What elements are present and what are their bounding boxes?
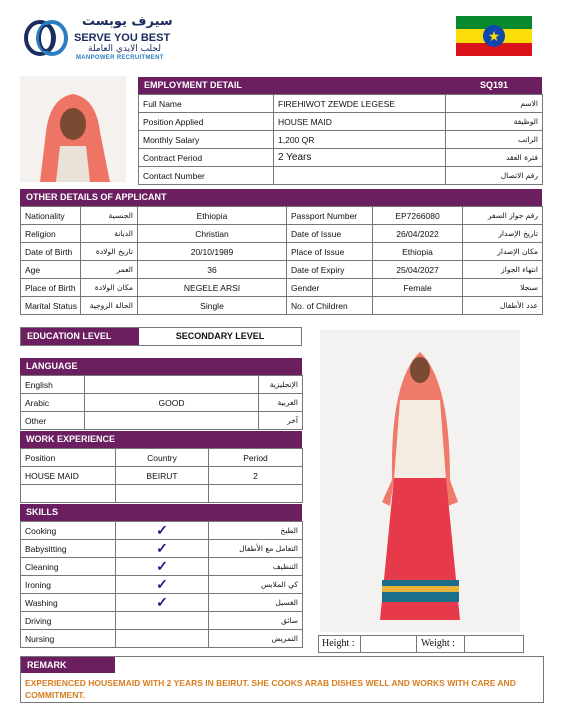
- other-details-section: [20, 189, 542, 315]
- field-value: NEGELE ARSI: [138, 279, 287, 297]
- language-table: [20, 375, 303, 430]
- remark-section: [20, 656, 544, 703]
- language-level: [85, 376, 259, 394]
- field-label: No. of Children: [287, 297, 373, 315]
- field-label-arabic: فترة العقد: [446, 149, 543, 167]
- table-row: [21, 207, 543, 225]
- field-value: 1,200 QR: [274, 131, 446, 149]
- field-value: 2 Years: [274, 149, 446, 167]
- language-name: English: [21, 376, 85, 394]
- field-label-arabic: الديانة: [81, 225, 138, 243]
- field-label: Religion: [21, 225, 81, 243]
- table-row: [139, 167, 543, 185]
- table-header-row: [21, 449, 303, 467]
- field-value: FIREHIWOT ZEWDE LEGESE: [274, 95, 446, 113]
- field-value: HOUSE MAID: [274, 113, 446, 131]
- skill-name-arabic: التنظيف: [209, 558, 303, 576]
- field-label: Nationality: [21, 207, 81, 225]
- field-label-arabic: تاريخ الولادة: [81, 243, 138, 261]
- language-name-arabic: العربية: [259, 394, 303, 412]
- field-label-arabic: رقم الاتصال: [446, 167, 543, 185]
- field-label-arabic: الجنسية: [81, 207, 138, 225]
- work-experience-table: [20, 448, 303, 503]
- field-value: EP7266080: [373, 207, 463, 225]
- field-label: Position Applied: [139, 113, 274, 131]
- language-name-arabic: الإنجليزية: [259, 376, 303, 394]
- field-label-arabic: مكان الولادة: [81, 279, 138, 297]
- field-value: Christian: [138, 225, 287, 243]
- work-experience-section: [20, 431, 302, 503]
- field-value: Female: [373, 279, 463, 297]
- table-row: [139, 131, 543, 149]
- table-row: [139, 113, 543, 131]
- check-icon: ✓: [116, 594, 209, 612]
- field-label: Contract Period: [139, 149, 274, 167]
- field-label-arabic: عدد الأطفال: [463, 297, 543, 315]
- skill-name: Nursing: [21, 630, 116, 648]
- check-icon: ✓: [116, 540, 209, 558]
- field-label: Date of Birth: [21, 243, 81, 261]
- skill-name-arabic: الغسيل: [209, 594, 303, 612]
- field-label: Passport Number: [287, 207, 373, 225]
- table-row: [21, 412, 303, 430]
- field-label: Age: [21, 261, 81, 279]
- field-value: Ethiopia: [373, 243, 463, 261]
- field-label: Monthly Salary: [139, 131, 274, 149]
- field-label-arabic: سنجلا: [463, 279, 543, 297]
- field-value: [274, 167, 446, 185]
- height-label: Height :: [319, 636, 361, 652]
- education-row: [20, 327, 302, 346]
- logo-name: SERVE YOU BEST: [74, 32, 171, 44]
- skill-name: Babysitting: [21, 540, 116, 558]
- skill-name-arabic: الطبخ: [209, 522, 303, 540]
- skill-name: Cooking: [21, 522, 116, 540]
- work-period: [209, 485, 303, 503]
- check-icon: ✓: [116, 576, 209, 594]
- logo-sub: MANPOWER RECRUITMENT: [76, 55, 164, 61]
- field-label: Place of Birth: [21, 279, 81, 297]
- skill-name-arabic: التمريض: [209, 630, 303, 648]
- employment-section: [138, 77, 542, 185]
- employment-table: [138, 94, 543, 185]
- education-label: EDUCATION LEVEL: [21, 328, 139, 345]
- table-row: [21, 612, 303, 630]
- work-country: [116, 485, 209, 503]
- field-label-arabic: الاسم: [446, 95, 543, 113]
- table-row: [139, 95, 543, 113]
- column-header: Position: [21, 449, 116, 467]
- field-label: Full Name: [139, 95, 274, 113]
- weight-label: Weight :: [417, 636, 465, 652]
- work-experience-header: WORK EXPERIENCE: [20, 431, 302, 448]
- field-value: Ethiopia: [138, 207, 287, 225]
- remark-text: EXPERIENCED HOUSEMAID WITH 2 YEARS IN BEIRUT. SHE COOKS ARAB DISHES WELL AND WORKS WITH CARE AND COMMITMENT.: [25, 678, 516, 700]
- globe-logo-icon: [24, 18, 70, 58]
- logo-arabic: سيرف يوبست: [82, 14, 173, 29]
- table-row: [21, 394, 303, 412]
- company-logo: [22, 14, 182, 64]
- reference-code: SQ191: [479, 80, 508, 90]
- field-label: Date of Issue: [287, 225, 373, 243]
- field-value: 26/04/2022: [373, 225, 463, 243]
- table-row: [139, 149, 543, 167]
- table-row: [21, 522, 303, 540]
- full-body-figure: [320, 330, 520, 632]
- skill-name: Driving: [21, 612, 116, 630]
- full-body-photo: [320, 330, 520, 632]
- field-label-arabic: الوظيفة: [446, 113, 543, 131]
- field-label-arabic: رقم جواز السفر: [463, 207, 543, 225]
- field-value: 25/04/2027: [373, 261, 463, 279]
- check-icon: [116, 612, 209, 630]
- other-details-header: OTHER DETAILS OF APPLICANT: [20, 189, 542, 206]
- table-row: [21, 558, 303, 576]
- logo-arabic-sub: لجلب الايدي العاملة: [88, 44, 161, 54]
- field-label-arabic: انتهاء الجواز: [463, 261, 543, 279]
- table-row: [21, 243, 543, 261]
- check-icon: ✓: [116, 558, 209, 576]
- language-name: Other: [21, 412, 85, 430]
- table-row: [21, 485, 303, 503]
- skill-name: Washing: [21, 594, 116, 612]
- check-icon: ✓: [116, 522, 209, 540]
- field-label: Date of Expiry: [287, 261, 373, 279]
- language-level: GOOD: [85, 394, 259, 412]
- field-value: [373, 297, 463, 315]
- field-label: Place of Issue: [287, 243, 373, 261]
- skills-section: [20, 504, 302, 648]
- height-value: [361, 636, 417, 652]
- skills-header: SKILLS: [20, 504, 302, 521]
- table-row: [21, 630, 303, 648]
- portrait-figure: [20, 76, 126, 182]
- field-label: Contact Number: [139, 167, 274, 185]
- work-position: [21, 485, 116, 503]
- table-row: [21, 576, 303, 594]
- field-value: 20/10/1989: [138, 243, 287, 261]
- field-label-arabic: الراتب: [446, 131, 543, 149]
- field-label-arabic: تاريخ الإصدار: [463, 225, 543, 243]
- table-row: [21, 594, 303, 612]
- field-label: Marital Status: [21, 297, 81, 315]
- other-details-table: [20, 206, 543, 315]
- portrait-photo: [20, 76, 126, 182]
- field-label-arabic: العمر: [81, 261, 138, 279]
- field-label-arabic: مكان الإصدار: [463, 243, 543, 261]
- field-label-arabic: الحالة الزوجية: [81, 297, 138, 315]
- skill-name: Ironing: [21, 576, 116, 594]
- employment-title: EMPLOYMENT DETAIL: [144, 80, 242, 90]
- height-weight-row: [318, 635, 524, 653]
- weight-value: [465, 636, 523, 652]
- table-row: [21, 261, 543, 279]
- table-row: [21, 279, 543, 297]
- field-label: Gender: [287, 279, 373, 297]
- language-header: LANGUAGE: [20, 358, 302, 375]
- check-icon: [116, 630, 209, 648]
- table-row: [21, 467, 303, 485]
- language-level: [85, 412, 259, 430]
- skill-name-arabic: التعامل مع الأطفال: [209, 540, 303, 558]
- table-row: [21, 225, 543, 243]
- table-row: [21, 376, 303, 394]
- work-country: BEIRUT: [116, 467, 209, 485]
- skill-name-arabic: سائق: [209, 612, 303, 630]
- table-row: [21, 540, 303, 558]
- column-header: Country: [116, 449, 209, 467]
- work-period: 2: [209, 467, 303, 485]
- language-name: Arabic: [21, 394, 85, 412]
- language-section: [20, 358, 302, 430]
- field-value: Single: [138, 297, 287, 315]
- table-row: [21, 297, 543, 315]
- work-position: HOUSE MAID: [21, 467, 116, 485]
- education-value: SECONDARY LEVEL: [175, 331, 265, 341]
- column-header: Period: [209, 449, 303, 467]
- ethiopia-flag: [456, 16, 532, 56]
- flag-emblem-icon: ★: [483, 25, 505, 47]
- skills-table: [20, 521, 303, 648]
- language-name-arabic: آخر: [259, 412, 303, 430]
- remark-header: REMARK: [21, 657, 115, 673]
- skill-name-arabic: كي الملابس: [209, 576, 303, 594]
- skill-name: Cleaning: [21, 558, 116, 576]
- field-value: 36: [138, 261, 287, 279]
- employment-header: [138, 77, 542, 94]
